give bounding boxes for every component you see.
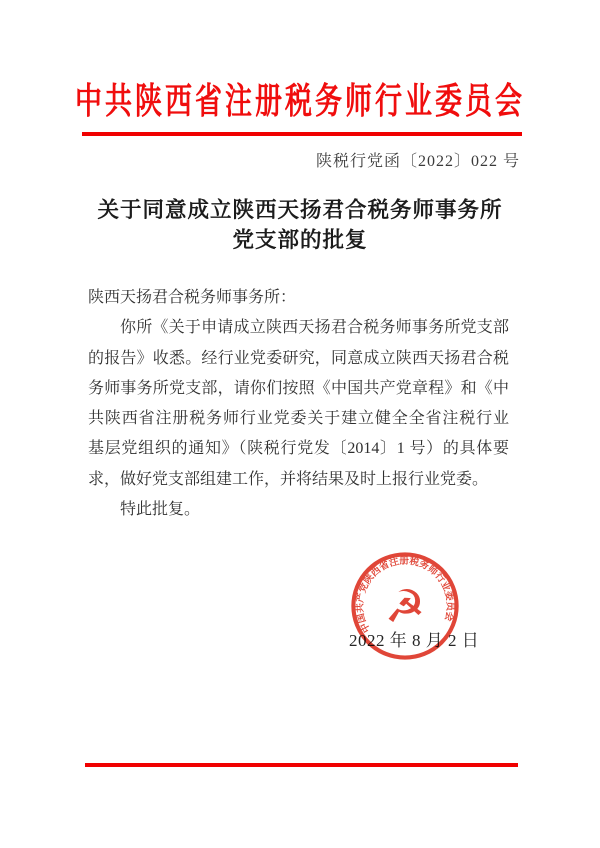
document-title-line2: 党支部的批复 xyxy=(232,228,368,252)
hammer-sickle-emblem-icon: ☭ xyxy=(384,580,426,634)
document-date: 2022 年 8 月 2 日 xyxy=(349,631,480,650)
letterhead-committee-name-text: 中共陕西省注册税务师行业委员会 xyxy=(75,81,525,121)
seal-ring-text: 中国共产党陕西省注册税务师行业委员会 xyxy=(354,555,456,635)
salutation: 陕西天扬君合税务师事务所： xyxy=(88,289,297,306)
svg-text:中国共产党陕西省注册税务师行业委员会 xyxy=(354,555,457,635)
letterhead-committee-name xyxy=(0,81,600,121)
document-body xyxy=(88,283,509,525)
body-line: 你所《关于申请成立陕西天扬君合税务师事务所党支部 xyxy=(120,319,509,337)
letterhead-red-rule xyxy=(82,132,522,136)
closing-line: 特此批复。 xyxy=(120,501,201,519)
body-line: 的报告》收悉。经行业党委研究，同意成立陕西天扬君合税 xyxy=(88,349,509,367)
body-line: 共陕西省注册税务师行业党委关于建立健全全省注税行业 xyxy=(88,410,509,428)
body-line: 务师事务所党支部，请你们按照《中国共产党章程》和《中 xyxy=(88,379,509,397)
body-line: 基层党组织的通知》（陕税行党发〔2014〕1 号）的具体要 xyxy=(88,440,509,458)
document-title-line1: 关于同意成立陕西天扬君合税务师事务所 xyxy=(97,198,503,222)
footer-red-rule xyxy=(85,763,518,767)
body-line: 求，做好党支部组建工作，并将结果及时上报行业党委。 xyxy=(88,470,489,488)
document-title xyxy=(0,195,600,255)
document-number: 陕税行党函〔2022〕022 号 xyxy=(315,153,520,170)
